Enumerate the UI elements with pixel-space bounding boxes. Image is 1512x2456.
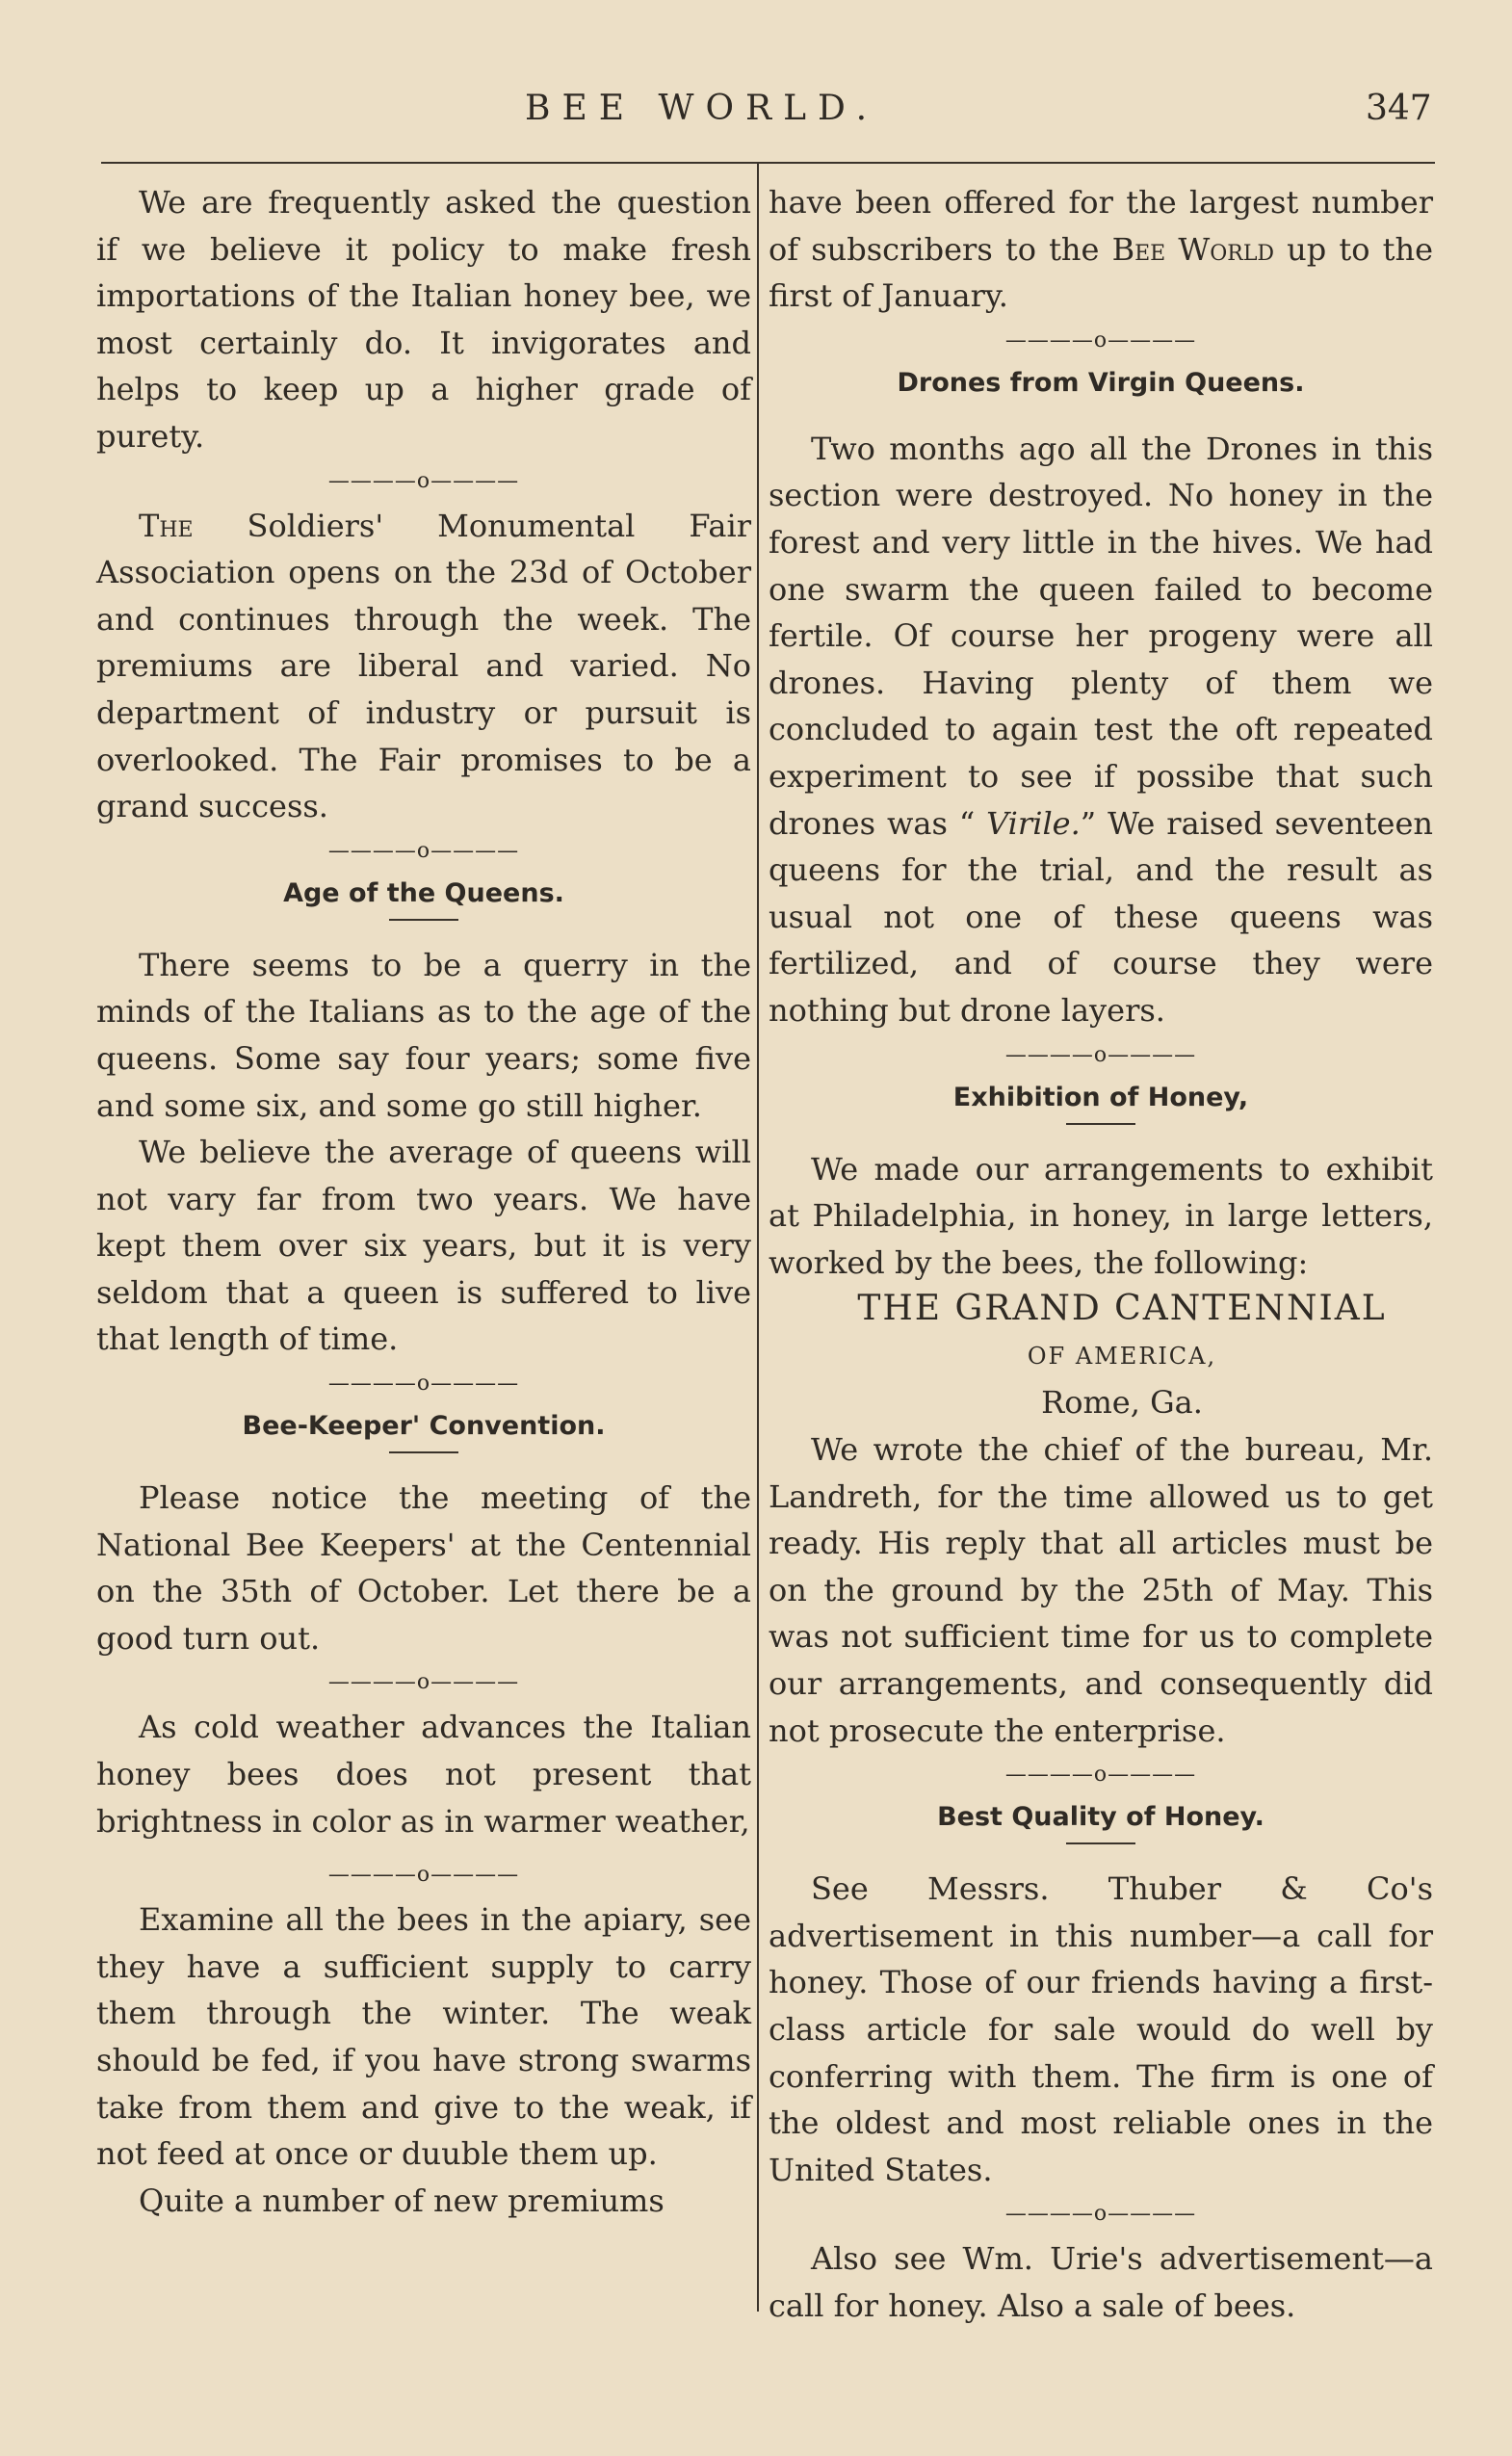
item-average-age: We believe the average of queens will not vary far from two years. We have kept them over six years, but it is very seldom that a queen is suffered to live that length of time. [96, 1134, 751, 1358]
item-urie-advertisement: Also see Wm. Urie's advertisement—a call for honey. Also a sale of bees. [769, 2240, 1433, 2324]
separator: ————o———— [327, 1863, 520, 1888]
item-premiums-continued [769, 179, 1433, 320]
premiums-text-a: have been offered for the largest number of subscribers to the [769, 184, 1433, 268]
item-drones-experiment [769, 426, 1433, 1034]
item-monumental-fair [96, 503, 751, 830]
separator: ————o———— [327, 1372, 520, 1397]
heading-rule [1066, 1123, 1135, 1125]
heading-best-quality-honey: Best Quality of Honey. [937, 1802, 1264, 1833]
drones-text-a: Two months ago all the Drones in this section were destroyed. No honey in the forest and very little in the hives. We had one swarm the queen failed to become fertile. Of course her progeny were all drones. Having plenty of them we concluded to again test the oft repeated experiment to see if possibe that such drones was “ [769, 430, 1433, 842]
exhibit-line-america: OF AMERICA, [1027, 1342, 1217, 1370]
heading-bee-keeper-convention: Bee-Keeper' Convention. [242, 1411, 606, 1442]
left-column [96, 179, 751, 2224]
separator: ————o———— [1004, 327, 1197, 353]
lead-word: The [139, 507, 194, 544]
premiums-text-b: up to the first of January. [769, 230, 1434, 315]
spacer [769, 405, 1433, 426]
page-number: 347 [1366, 89, 1432, 128]
item-italian-importation: We are frequently asked the question if we believe it policy to make fresh importations of the Italian honey bee, we most certainly do. It invigorates and helps to keep up a higher grade of purety. [96, 184, 751, 455]
separator: ————o———— [327, 838, 520, 863]
heading-drones-virgin-queens: Drones from Virgin Queens. [897, 367, 1305, 398]
heading-age-of-queens: Age of the Queens. [283, 877, 564, 908]
journal-name: Bee World [1111, 230, 1275, 268]
exhibit-line-title: THE GRAND CANTENNIAL [857, 1289, 1387, 1329]
fair-text: Soldiers' Monumental Fair Association opens on the 23d of October and continues through the week. The premiums are liberal and varied. No department of industry or pursuit is overlooked. The Fair promises to be a grand success. [96, 507, 751, 825]
column-divider [757, 164, 759, 2312]
heading-rule [389, 1451, 458, 1453]
item-new-premiums: Quite a number of new premiums [139, 2182, 665, 2219]
separator: ————o———— [1004, 2202, 1197, 2227]
separator: ————o———— [1004, 1763, 1197, 1788]
separator: ————o———— [327, 468, 520, 493]
item-exhibition-arrangements: We made our arrangements to exhibit at Philadelphia, in honey, in large letters, worked by the bees, the following: [769, 1150, 1433, 1281]
virile-word: Virile. [986, 804, 1081, 842]
item-cold-weather: As cold weather advances the Italian honey bees does not present that brightness in color as in warmer weather, [96, 1709, 751, 1840]
item-convention-notice: Please notice the meeting of the National Bee Keepers' at the Centennial on the 35th of October. Let there be a good turn out. [96, 1479, 751, 1657]
item-thuber-advertisement: See Messrs. Thuber & Co's advertisement in this number—a call for honey. Those of our friends having a first-class article for sale would do well by conferring with them. The firm is one of the oldest and most reliable ones in the United States. [769, 1870, 1433, 2188]
heading-rule [389, 919, 458, 921]
exhibit-line-location: Rome, Ga. [1041, 1384, 1203, 1422]
heading-rule [1066, 1842, 1135, 1844]
item-bureau-reply: We wrote the chief of the bureau, Mr. Landreth, for the time allowed us to get ready. His reply that all articles must be on the ground by the 25th of May. This was not sufficient time for us to complete our arrangements, and consequently did not prosecute the enterprise. [769, 1431, 1433, 1749]
separator: ————o———— [1004, 1042, 1197, 1067]
running-title: BEE WORLD. [525, 89, 879, 128]
separator: ————o———— [327, 1670, 520, 1695]
drones-text-b: ” We raised seventeen queens for the trial, and the result as usual not one of these queens was fertilized, and of course they were nothing but drone layers. [769, 804, 1433, 1029]
item-examine-bees: Examine all the bees in the apiary, see they have a sufficient supply to carry them through the winter. The weak should be fed, if you have strong swarms take from them and give to the weak, if not feed at once or duuble them up. [96, 1901, 751, 2173]
running-head [0, 89, 1512, 137]
heading-exhibition-of-honey: Exhibition of Honey, [952, 1082, 1249, 1112]
item-age-querry: There seems to be a querry in the minds of the Italians as to the age of the queens. Some say four years; some five and some six, and some go still higher. [96, 946, 751, 1124]
header-rule [101, 162, 1435, 164]
right-column [769, 179, 1433, 2330]
